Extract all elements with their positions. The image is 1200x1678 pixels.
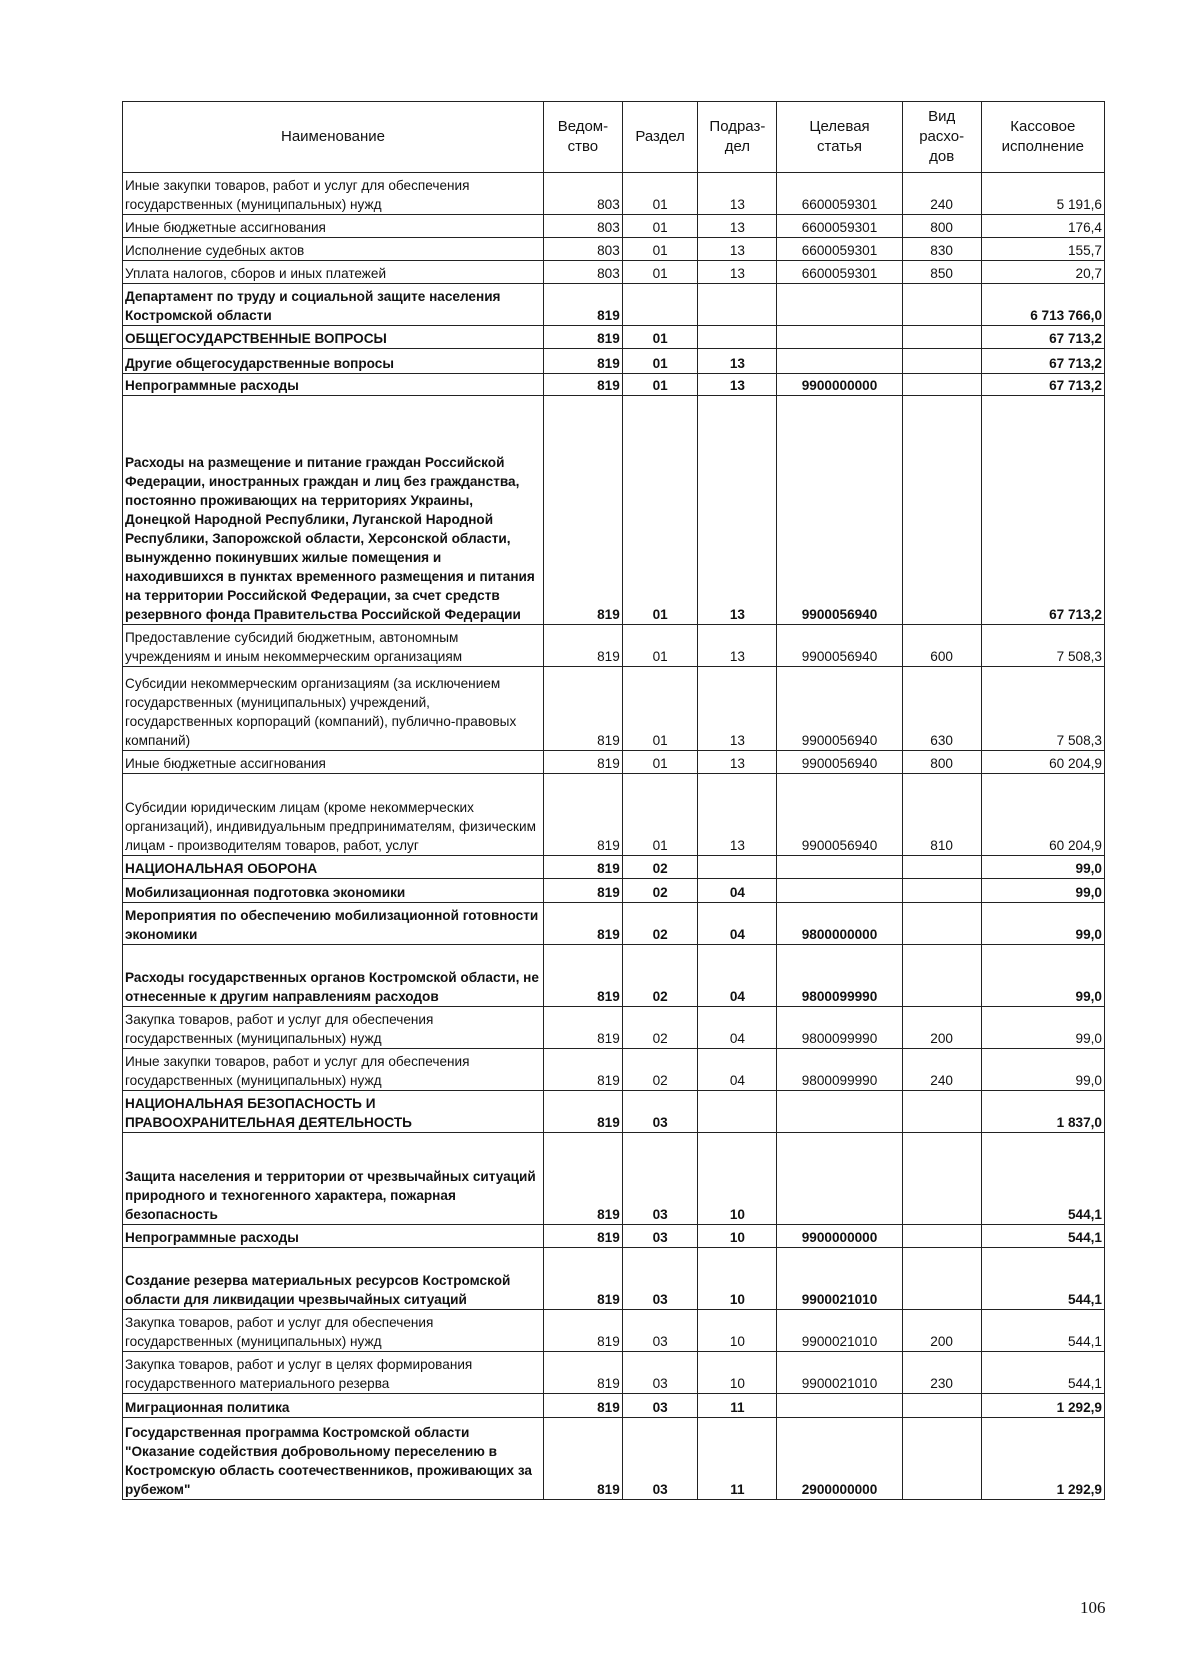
cell-expense-type: 850 [902,261,981,284]
cell-name: Миграционная политика [123,1394,544,1418]
cell-podrazdel: 13 [698,215,777,238]
table-row [123,903,1105,945]
cell-expense-type [902,349,981,374]
cell-name: Создание резерва материальных ресурсов Костромской области для ликвидации чрезвычайных ситуаций [123,1248,544,1310]
cell-ved: 819 [544,856,623,879]
table-row [123,1352,1105,1394]
cell-cash-execution: 60 204,9 [981,774,1104,856]
cell-name: Непрограммные расходы [123,1225,544,1248]
cell-razdel: 02 [622,879,698,903]
cell-expense-type [902,945,981,1007]
cell-ved: 819 [544,903,623,945]
cell-name: Субсидии юридическим лицам (кроме некоммерческих организаций), индивидуальным предпринимателям, физическим лицам - производителям товаров, работ, услуг [123,774,544,856]
cell-expense-type [902,326,981,349]
cell-ved: 819 [544,396,623,625]
cell-razdel: 01 [622,374,698,396]
cell-ved: 819 [544,1049,623,1091]
cell-razdel: 03 [622,1352,698,1394]
cell-expense-type [902,856,981,879]
cell-expense-type: 200 [902,1007,981,1049]
cell-target-article [777,1091,902,1133]
cell-expense-type: 800 [902,751,981,774]
cell-razdel: 02 [622,856,698,879]
cell-podrazdel: 13 [698,625,777,667]
cell-razdel: 03 [622,1310,698,1352]
table-row [123,1007,1105,1049]
table-row [123,1394,1105,1418]
header-expense-type: Вид расхо- дов [902,102,981,173]
cell-name: Иные закупки товаров, работ и услуг для обеспечения государственных (муниципальных) нужд [123,173,544,215]
cell-cash-execution: 20,7 [981,261,1104,284]
cell-razdel: 03 [622,1418,698,1500]
cell-cash-execution: 99,0 [981,945,1104,1007]
cell-expense-type [902,284,981,326]
cell-ved: 819 [544,625,623,667]
cell-razdel: 01 [622,667,698,751]
cell-target-article: 9900056940 [777,396,902,625]
cell-podrazdel: 13 [698,173,777,215]
table-row [123,1133,1105,1225]
cell-cash-execution: 67 713,2 [981,326,1104,349]
cell-razdel: 01 [622,774,698,856]
cell-ved: 803 [544,173,623,215]
cell-ved: 819 [544,1225,623,1248]
table-row [123,1225,1105,1248]
header-podrazdel: Подраз- дел [698,102,777,173]
cell-podrazdel: 13 [698,774,777,856]
cell-target-article [777,284,902,326]
cell-name: Иные бюджетные ассигнования [123,751,544,774]
table-row [123,1248,1105,1310]
table-row [123,1091,1105,1133]
cell-name: Предоставление субсидий бюджетным, автономным учреждениям и иным некоммерческим организациям [123,625,544,667]
cell-cash-execution: 155,7 [981,238,1104,261]
cell-podrazdel [698,326,777,349]
cell-target-article: 9800000000 [777,903,902,945]
cell-target-article [777,1133,902,1225]
table-row [123,396,1105,625]
cell-target-article: 9900021010 [777,1248,902,1310]
cell-target-article [777,349,902,374]
table-row [123,261,1105,284]
cell-name: Закупка товаров, работ и услуг в целях формирования государственного материального резерва [123,1352,544,1394]
cell-cash-execution: 99,0 [981,1007,1104,1049]
header-cash-execution: Кассовое исполнение [981,102,1104,173]
cell-podrazdel: 13 [698,667,777,751]
cell-podrazdel: 10 [698,1352,777,1394]
cell-target-article: 9900000000 [777,374,902,396]
cell-ved: 819 [544,774,623,856]
cell-target-article: 6600059301 [777,238,902,261]
cell-podrazdel: 11 [698,1418,777,1500]
cell-name: НАЦИОНАЛЬНАЯ ОБОРОНА [123,856,544,879]
table-row [123,284,1105,326]
cell-target-article: 6600059301 [777,215,902,238]
cell-podrazdel: 11 [698,1394,777,1418]
cell-razdel: 01 [622,625,698,667]
table-row [123,1310,1105,1352]
cell-ved: 819 [544,374,623,396]
cell-razdel: 03 [622,1091,698,1133]
cell-cash-execution: 60 204,9 [981,751,1104,774]
cell-target-article: 9800099990 [777,1049,902,1091]
cell-podrazdel: 13 [698,374,777,396]
cell-cash-execution: 544,1 [981,1225,1104,1248]
cell-target-article: 9900056940 [777,751,902,774]
cell-expense-type [902,879,981,903]
page-number: 106 [1080,1598,1106,1617]
cell-cash-execution: 5 191,6 [981,173,1104,215]
cell-podrazdel [698,1091,777,1133]
cell-ved: 819 [544,1310,623,1352]
cell-name: Уплата налогов, сборов и иных платежей [123,261,544,284]
header-razdel: Раздел [622,102,698,173]
cell-expense-type [902,1133,981,1225]
cell-podrazdel: 10 [698,1248,777,1310]
cell-cash-execution: 544,1 [981,1133,1104,1225]
cell-razdel: 01 [622,751,698,774]
cell-cash-execution: 1 292,9 [981,1418,1104,1500]
header-name: Наименование [123,102,544,173]
cell-cash-execution: 67 713,2 [981,374,1104,396]
cell-ved: 819 [544,751,623,774]
cell-razdel: 02 [622,945,698,1007]
cell-cash-execution: 544,1 [981,1352,1104,1394]
cell-razdel: 02 [622,1007,698,1049]
table-row [123,856,1105,879]
cell-name: Защита населения и территории от чрезвычайных ситуаций природного и техногенного характера, пожарная безопасность [123,1133,544,1225]
cell-podrazdel: 10 [698,1133,777,1225]
cell-ved: 819 [544,1007,623,1049]
cell-podrazdel: 13 [698,238,777,261]
cell-cash-execution: 1 837,0 [981,1091,1104,1133]
cell-podrazdel: 10 [698,1225,777,1248]
cell-target-article: 9900021010 [777,1310,902,1352]
cell-target-article: 9800099990 [777,945,902,1007]
cell-podrazdel: 13 [698,349,777,374]
cell-podrazdel [698,284,777,326]
cell-name: Иные бюджетные ассигнования [123,215,544,238]
cell-ved: 819 [544,1248,623,1310]
cell-name: Департамент по труду и социальной защите населения Костромской области [123,284,544,326]
cell-name: Другие общегосударственные вопросы [123,349,544,374]
cell-podrazdel [698,856,777,879]
cell-target-article [777,856,902,879]
cell-target-article: 9900021010 [777,1352,902,1394]
cell-podrazdel: 04 [698,1049,777,1091]
cell-razdel: 01 [622,173,698,215]
cell-name: Субсидии некоммерческим организациям (за исключением государственных (муниципальных) учреждений, государственных корпораций (компаний), публично-правовых компаний) [123,667,544,751]
cell-expense-type: 810 [902,774,981,856]
table-row [123,349,1105,374]
cell-cash-execution: 99,0 [981,903,1104,945]
budget-table [122,101,1105,1500]
cell-cash-execution: 7 508,3 [981,625,1104,667]
cell-podrazdel: 04 [698,945,777,1007]
cell-podrazdel: 13 [698,751,777,774]
cell-ved: 819 [544,284,623,326]
cell-target-article [777,1394,902,1418]
cell-expense-type [902,396,981,625]
cell-name: Исполнение судебных актов [123,238,544,261]
cell-target-article [777,879,902,903]
table-row [123,215,1105,238]
cell-expense-type [902,1225,981,1248]
cell-podrazdel: 10 [698,1310,777,1352]
cell-ved: 819 [544,1352,623,1394]
cell-razdel: 01 [622,238,698,261]
cell-cash-execution: 1 292,9 [981,1394,1104,1418]
cell-cash-execution: 544,1 [981,1248,1104,1310]
cell-target-article: 9900056940 [777,667,902,751]
cell-name: Закупка товаров, работ и услуг для обеспечения государственных (муниципальных) нужд [123,1007,544,1049]
cell-target-article: 9900056940 [777,625,902,667]
cell-cash-execution: 67 713,2 [981,349,1104,374]
cell-ved: 803 [544,238,623,261]
cell-razdel: 03 [622,1225,698,1248]
cell-ved: 819 [544,1418,623,1500]
table-row [123,879,1105,903]
cell-cash-execution: 544,1 [981,1310,1104,1352]
cell-name: Государственная программа Костромской области "Оказание содействия добровольному переселению в Костромскую область соотечественников, проживающих за рубежом" [123,1418,544,1500]
cell-razdel: 02 [622,903,698,945]
table-row [123,1418,1105,1500]
cell-expense-type [902,374,981,396]
cell-expense-type [902,1091,981,1133]
cell-ved: 819 [544,1394,623,1418]
cell-razdel [622,284,698,326]
header-target-article: Целевая статья [777,102,902,173]
cell-razdel: 03 [622,1133,698,1225]
cell-target-article: 6600059301 [777,261,902,284]
cell-target-article: 9900000000 [777,1225,902,1248]
cell-ved: 819 [544,667,623,751]
cell-podrazdel: 13 [698,396,777,625]
table-row [123,326,1105,349]
cell-podrazdel: 04 [698,879,777,903]
cell-cash-execution: 99,0 [981,856,1104,879]
cell-expense-type: 200 [902,1310,981,1352]
cell-razdel: 01 [622,326,698,349]
cell-ved: 819 [544,326,623,349]
cell-expense-type: 240 [902,1049,981,1091]
cell-target-article: 6600059301 [777,173,902,215]
table-body [123,173,1105,1500]
cell-name: Расходы государственных органов Костромской области, не отнесенные к другим направлениям расходов [123,945,544,1007]
cell-cash-execution: 99,0 [981,1049,1104,1091]
cell-ved: 819 [544,1133,623,1225]
cell-expense-type [902,1248,981,1310]
cell-expense-type: 830 [902,238,981,261]
table-row [123,374,1105,396]
cell-target-article: 9900056940 [777,774,902,856]
cell-expense-type: 630 [902,667,981,751]
cell-ved: 803 [544,261,623,284]
cell-razdel: 03 [622,1394,698,1418]
cell-expense-type: 600 [902,625,981,667]
cell-razdel: 01 [622,215,698,238]
cell-razdel: 01 [622,396,698,625]
cell-name: Закупка товаров, работ и услуг для обеспечения государственных (муниципальных) нужд [123,1310,544,1352]
cell-expense-type [902,1418,981,1500]
cell-name: Иные закупки товаров, работ и услуг для обеспечения государственных (муниципальных) нужд [123,1049,544,1091]
cell-name: Расходы на размещение и питание граждан Российской Федерации, иностранных граждан и лиц без гражданства, постоянно проживающих на территориях Украины, Донецкой Народной Республики, Луганской Народной Республики, Запорожской области, Херсонской области, вынужденно покинувших жилые помещения и находившихся в пунктах временного размещения и питания на территории Российской Федерации, за счет средств резервного фонда Правительства Российской Федерации [123,396,544,625]
cell-ved: 819 [544,945,623,1007]
cell-cash-execution: 176,4 [981,215,1104,238]
cell-expense-type: 240 [902,173,981,215]
cell-name: Мобилизационная подготовка экономики [123,879,544,903]
cell-target-article: 2900000000 [777,1418,902,1500]
cell-ved: 819 [544,879,623,903]
table-row [123,1049,1105,1091]
table-row [123,173,1105,215]
table-row [123,625,1105,667]
cell-ved: 803 [544,215,623,238]
cell-name: Мероприятия по обеспечению мобилизационной готовности экономики [123,903,544,945]
cell-podrazdel: 13 [698,261,777,284]
header-row [123,102,1105,173]
cell-razdel: 02 [622,1049,698,1091]
cell-razdel: 01 [622,349,698,374]
cell-expense-type: 230 [902,1352,981,1394]
cell-podrazdel: 04 [698,1007,777,1049]
cell-name: НАЦИОНАЛЬНАЯ БЕЗОПАСНОСТЬ И ПРАВООХРАНИТЕЛЬНАЯ ДЕЯТЕЛЬНОСТЬ [123,1091,544,1133]
cell-cash-execution: 7 508,3 [981,667,1104,751]
table-row [123,751,1105,774]
cell-ved: 819 [544,1091,623,1133]
cell-expense-type [902,1394,981,1418]
cell-expense-type: 800 [902,215,981,238]
cell-cash-execution: 67 713,2 [981,396,1104,625]
cell-name: ОБЩЕГОСУДАРСТВЕННЫЕ ВОПРОСЫ [123,326,544,349]
cell-razdel: 03 [622,1248,698,1310]
cell-ved: 819 [544,349,623,374]
cell-target-article [777,326,902,349]
table-row [123,945,1105,1007]
cell-cash-execution: 99,0 [981,879,1104,903]
cell-cash-execution: 6 713 766,0 [981,284,1104,326]
table-row [123,667,1105,751]
cell-razdel: 01 [622,261,698,284]
cell-podrazdel: 04 [698,903,777,945]
cell-name: Непрограммные расходы [123,374,544,396]
table-row [123,774,1105,856]
cell-target-article: 9800099990 [777,1007,902,1049]
cell-expense-type [902,903,981,945]
table-row [123,238,1105,261]
header-ved: Ведом- ство [544,102,623,173]
